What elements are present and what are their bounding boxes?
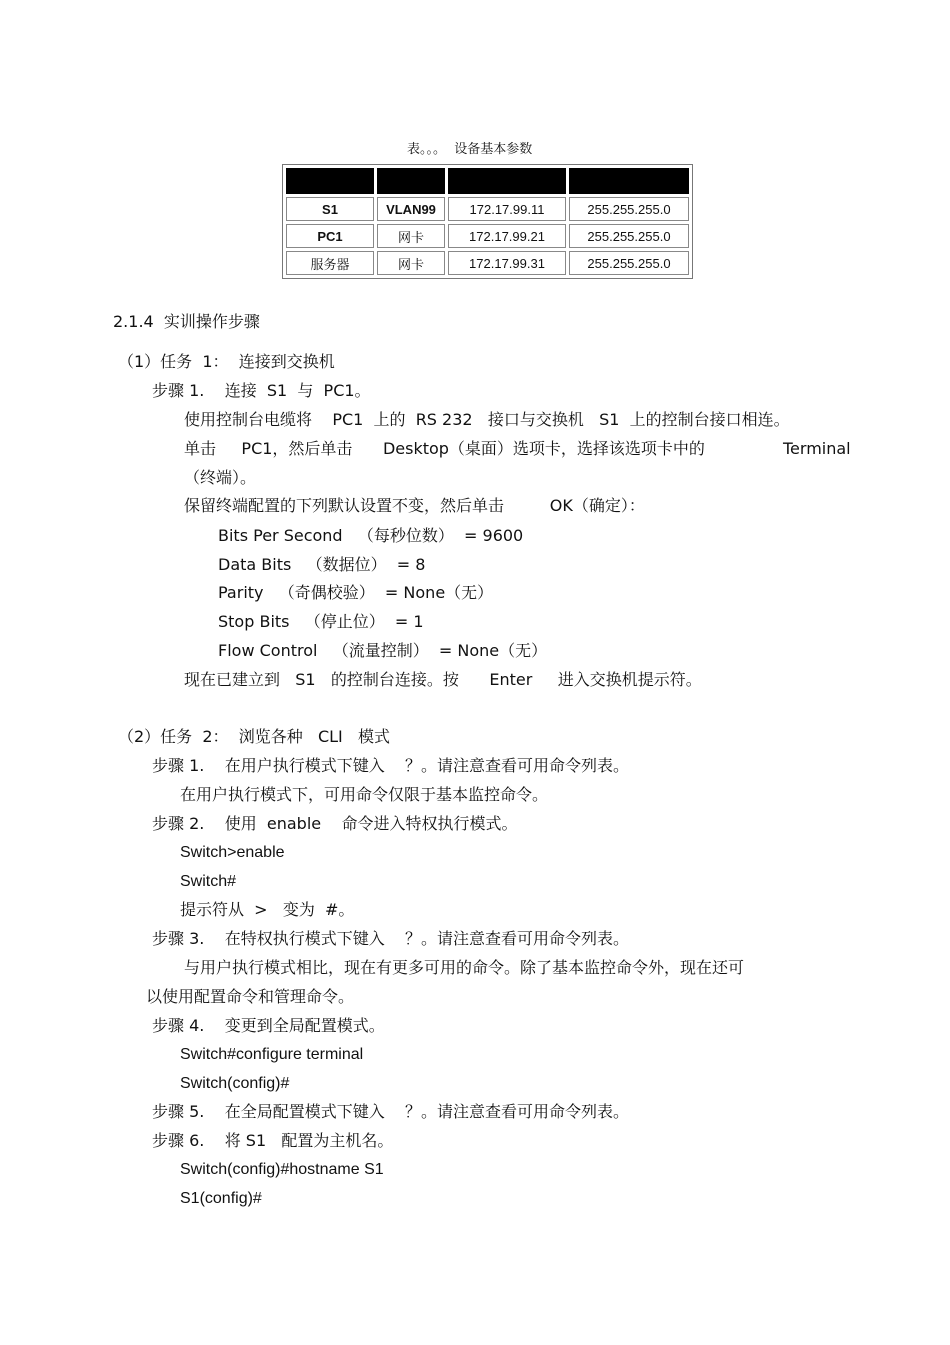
task1-line-d: 现在已建立到 S1 的控制台连接。按 Enter 进入交换机提示符。	[184, 670, 702, 689]
table-cell: 服务器	[286, 251, 374, 275]
table-cell: 172.17.99.21	[448, 224, 566, 248]
code-s1-config: S1(config)#	[180, 1190, 262, 1207]
code-switch-config: Switch(config)#	[180, 1075, 290, 1092]
code-configure-terminal: Switch#configure terminal	[180, 1046, 364, 1063]
table-cell: S1	[286, 197, 374, 221]
table-cell: 255.255.255.0	[569, 251, 689, 275]
table-header-row	[286, 168, 689, 194]
task1-step1: 步骤 1. 连接 S1 与 PC1。	[152, 381, 371, 400]
task2-step1: 步骤 1. 在用户执行模式下键入 ？。请注意查看可用命令列表。	[152, 756, 630, 775]
setting-flow-control: Flow Control （流量控制） = None（无）	[218, 641, 548, 660]
device-parameter-table	[282, 164, 693, 279]
code-hostname: Switch(config)#hostname S1	[180, 1161, 384, 1178]
table-header-cell	[448, 168, 566, 194]
table-cell: PC1	[286, 224, 374, 248]
table-cell: 255.255.255.0	[569, 197, 689, 221]
table-cell: 网卡	[377, 251, 445, 275]
task1-line-b1: 单击 PC1，然后单击 Desktop（桌面）选项卡，选择该选项卡中的	[184, 439, 705, 458]
table-cell: 172.17.99.11	[448, 197, 566, 221]
task1-line-a: 使用控制台电缆将 PC1 上的 RS 232 接口与交换机 S1 上的控制台接口相连。	[184, 410, 790, 429]
table-header-cell	[286, 168, 374, 194]
table-cell: VLAN99	[377, 197, 445, 221]
task2-step1-note: 在用户执行模式下，可用命令仅限于基本监控命令。	[180, 785, 549, 804]
task1-line-c: 保留终端配置的下列默认设置不变，然后单击 OK（确定）：	[184, 496, 645, 515]
task2-step3-note2: 以使用配置命令和管理命令。	[146, 987, 355, 1006]
table-row	[286, 224, 689, 248]
setting-stop-bits: Stop Bits （停止位） = 1	[218, 612, 424, 631]
code-switch-privileged: Switch#	[180, 873, 237, 890]
task2-title: （2）任务 2： 浏览各种 CLI 模式	[118, 727, 391, 746]
table-cell: 网卡	[377, 224, 445, 248]
table-header-cell	[569, 168, 689, 194]
code-switch-enable: Switch>enable	[180, 844, 285, 861]
task1-title: （1）任务 1： 连接到交换机	[118, 352, 335, 371]
task2-step2: 步骤 2. 使用 enable 命令进入特权执行模式。	[152, 814, 518, 833]
task2-step4: 步骤 4. 变更到全局配置模式。	[152, 1016, 385, 1035]
section-heading: 2.1.4 实训操作步骤	[113, 312, 260, 331]
table-row	[286, 251, 689, 275]
task2-step2-note: 提示符从 > 变为 #。	[180, 900, 355, 919]
task2-step6: 步骤 6. 将 S1 配置为主机名。	[152, 1131, 394, 1150]
table-header-cell	[377, 168, 445, 194]
setting-bits-per-second: Bits Per Second （每秒位数） = 9600	[218, 526, 524, 545]
table-cell: 255.255.255.0	[569, 224, 689, 248]
task2-step5: 步骤 5. 在全局配置模式下键入 ？。请注意查看可用命令列表。	[152, 1102, 630, 1121]
setting-parity: Parity （奇偶校验） = None（无）	[218, 583, 494, 602]
task1-line-b2: （终端）。	[184, 468, 257, 487]
task1-line-b1-end: Terminal	[783, 439, 851, 458]
table-cell: 172.17.99.31	[448, 251, 566, 275]
table-caption: 表。。。 设备基本参数	[407, 142, 533, 157]
task2-step3-note1: 与用户执行模式相比，现在有更多可用的命令。除了基本监控命令外，现在还可	[184, 958, 745, 977]
setting-data-bits: Data Bits （数据位） = 8	[218, 555, 426, 574]
table-row	[286, 197, 689, 221]
task2-step3: 步骤 3. 在特权执行模式下键入 ？。请注意查看可用命令列表。	[152, 929, 630, 948]
